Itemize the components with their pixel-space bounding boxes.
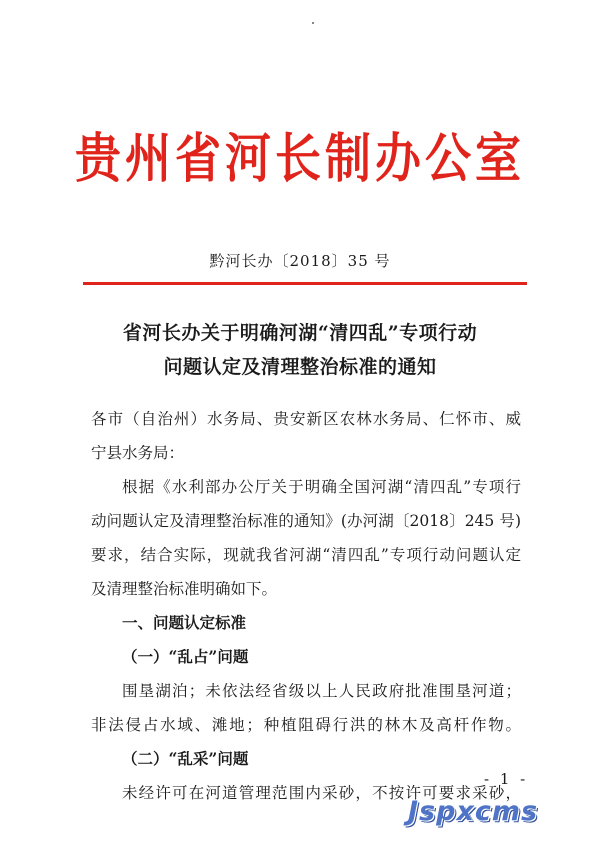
paragraph-line: 及清理整治标准明确如下。	[91, 580, 278, 598]
paragraph-line: 要求，结合实际，现就我省河湖“清四乱”专项行动问题认定	[91, 546, 521, 564]
subsection-heading: （二）“乱采”问题	[122, 749, 249, 768]
addressee-line-2: 宁县水务局：	[91, 444, 185, 462]
issuing-organization-header: 贵州省河长制办公室	[75, 126, 525, 190]
document-number: 黔河长办〔2018〕35 号	[209, 252, 391, 270]
paragraph-line: 未经许可在河道管理范围内采砂，不按许可要求采砂，	[122, 784, 521, 802]
page-number: - 1 -	[484, 770, 529, 788]
section-heading: 一、问题认定标准	[122, 613, 247, 632]
paragraph-line: 非法侵占水域、滩地；种植阻碍行洪的林木及高杆作物。	[91, 716, 521, 734]
red-divider-line	[83, 282, 527, 285]
paragraph-line: 动问题认定及清理整治标准的通知》(办河湖〔2018〕245 号)	[91, 512, 521, 530]
document-body	[91, 402, 521, 810]
paragraph-line: 根据《水利部办公厅关于明确全国河湖“清四乱”专项行	[122, 478, 521, 496]
subsection-heading: （一）“乱占”问题	[122, 647, 249, 666]
document-title	[0, 316, 600, 384]
addressee-line-1: 各市（自治州）水务局、贵安新区农林水务局、仁怀市、威	[91, 410, 521, 428]
watermark-logo: Jspxcms	[408, 796, 539, 827]
scan-speck	[312, 22, 314, 24]
title-line-2: 问题认定及清理整治标准的通知	[163, 356, 437, 378]
paragraph-line: 围垦湖泊；未依法经省级以上人民政府批准围垦河道；	[122, 682, 521, 700]
title-line-1: 省河长办关于明确河湖“清四乱”专项行动	[122, 322, 478, 344]
